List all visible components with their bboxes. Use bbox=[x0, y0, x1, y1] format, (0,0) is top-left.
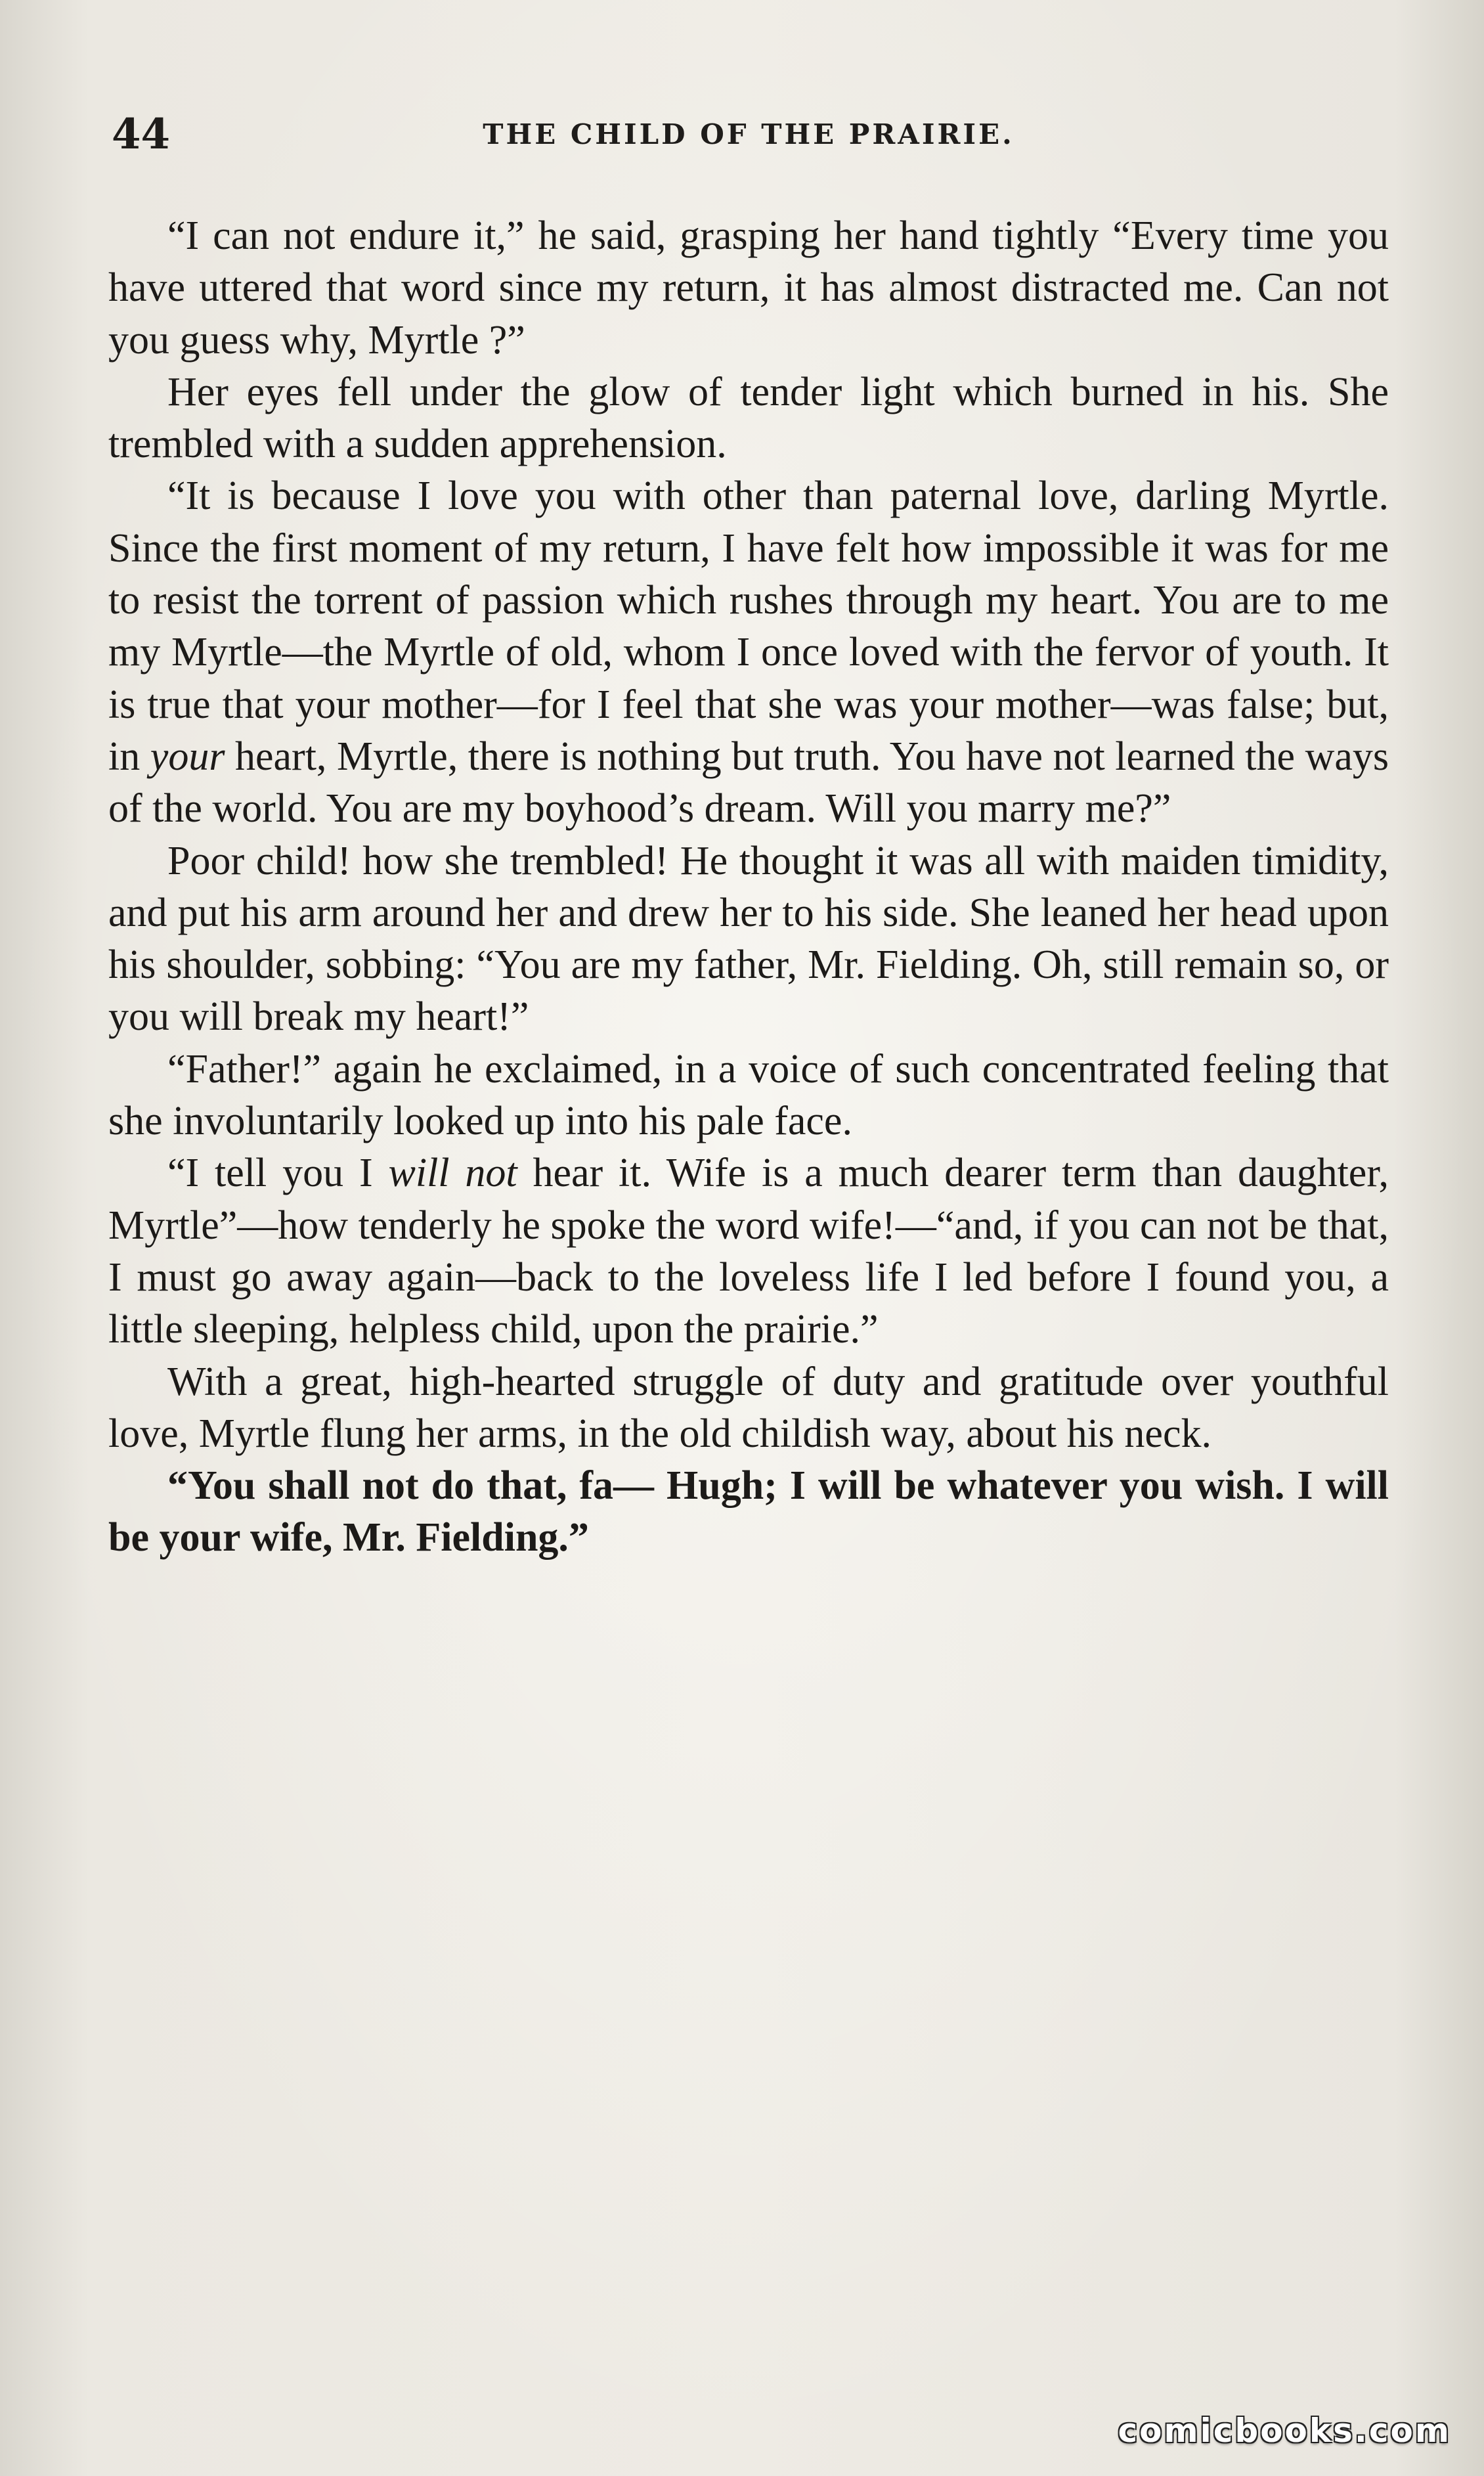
body-text bbox=[108, 210, 1389, 1564]
paragraph bbox=[108, 366, 1389, 471]
paragraph bbox=[108, 1356, 1389, 1461]
text-run: “It is because I love you with other than paternal love, darling Myrtle. Since the first moment of my return, I have felt how impossible it was for me to resist the torrent of passion which rushes through my heart. You are to me my Myrtle—the Myrtle of old, whom I once loved with the fervor of youth. It is true that your mother—for I feel that she was your mother—was false; but, in bbox=[108, 474, 1389, 779]
text-run: Poor child! how she trembled! He thought it was all with maiden timidity, and put his arm around her and drew her to his side. She leaned her head upon his shoulder, sobbing: “You are my father, Mr. Fielding. Oh, still remain so, or you will break my heart!” bbox=[108, 838, 1389, 1040]
italic-text-run: your bbox=[150, 734, 225, 779]
page-number: 44 bbox=[112, 110, 171, 159]
paragraph bbox=[108, 1460, 1389, 1564]
text-run: “I can not endure it,” he said, grasping her hand tightly “Every time you have uttered that word since my return, it has almost distracted me. Can not you guess why, Myrtle ?” bbox=[108, 213, 1389, 363]
paragraph bbox=[108, 210, 1389, 366]
paragraph bbox=[108, 1147, 1389, 1356]
paragraph bbox=[108, 470, 1389, 835]
page-header bbox=[112, 105, 1386, 164]
text-run: With a great, high-hearted struggle of duty and gratitude over youthful love, Myrtle flung her arms, in the old childish way, about his neck. bbox=[108, 1359, 1389, 1456]
text-run: “You shall not do that, fa— Hugh; I will be whatever you wish. I will be your wife, Mr. Fielding.” bbox=[108, 1463, 1389, 1560]
italic-text-run: will not bbox=[388, 1151, 517, 1196]
text-run: “Father!” again he exclaimed, in a voice of such concentrated feeling that she involuntarily looked up into his pale face. bbox=[108, 1046, 1389, 1144]
paragraph bbox=[108, 1044, 1389, 1148]
text-run: hear it. Wife is a much dearer term than daughter, Myrtle”—how tenderly he spoke the word wife!—“and, if you can not be that, I must go away again—back to the loveless life I led before I found you, a little sleeping, helpless child, upon the prairie.” bbox=[108, 1151, 1389, 1352]
running-head: THE CHILD OF THE PRAIRIE. bbox=[483, 118, 1015, 150]
paragraph bbox=[108, 835, 1389, 1044]
text-run: heart, Myrtle, there is nothing but truth. You have not learned the ways of the world. You are my boyhood’s dream. Will you marry me?” bbox=[108, 734, 1389, 831]
text-run: “I tell you I bbox=[167, 1151, 389, 1196]
text-run: Her eyes fell under the glow of tender light which burned in his. She trembled with a sudden apprehension. bbox=[108, 369, 1389, 467]
watermark: comicbooks.com bbox=[1118, 2412, 1451, 2450]
